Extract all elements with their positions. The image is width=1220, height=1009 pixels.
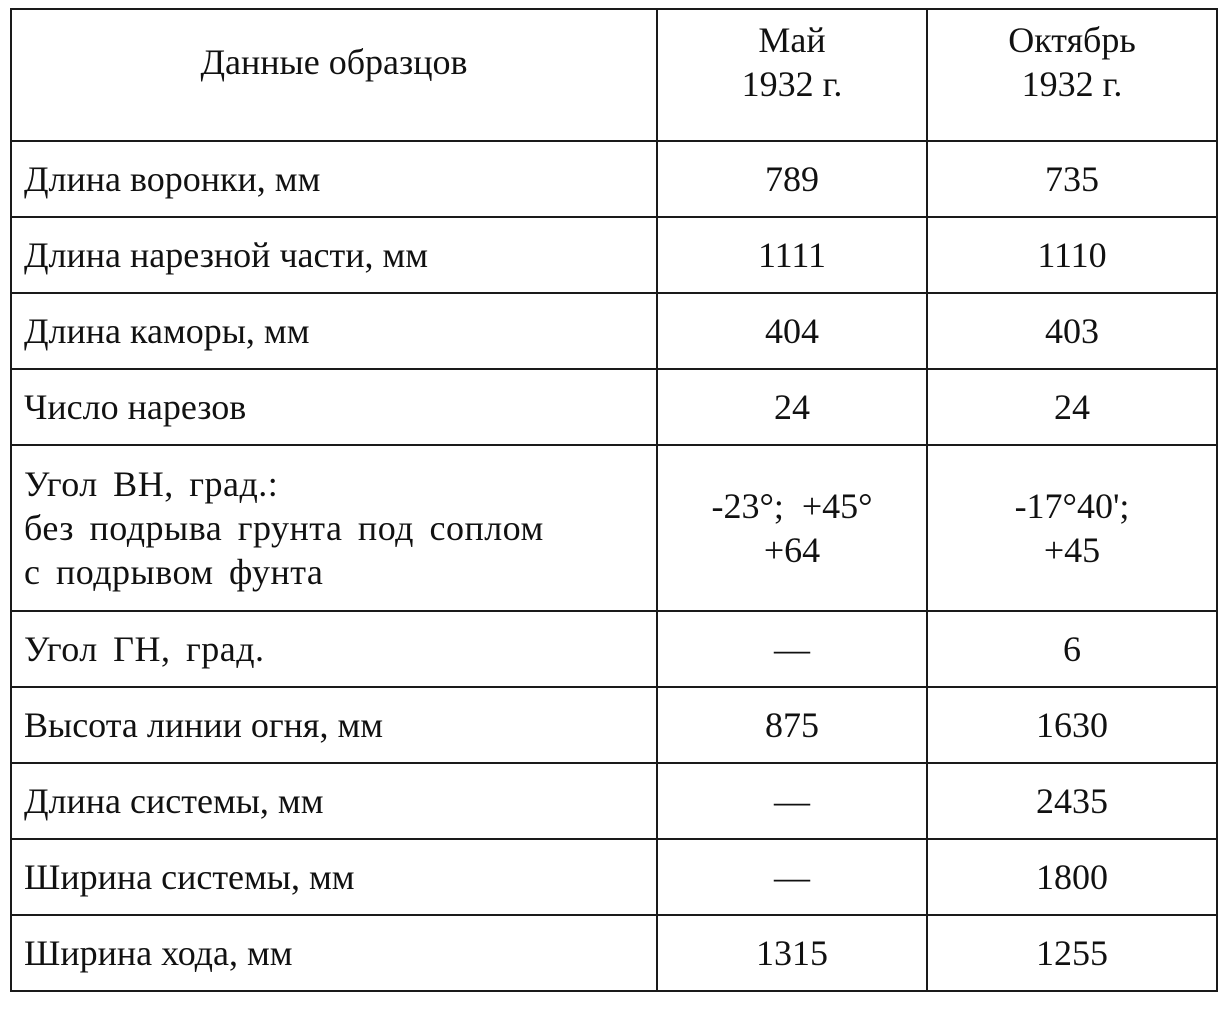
may-value-text: 1315	[756, 933, 828, 973]
param-cell	[11, 687, 657, 763]
oct-value	[927, 293, 1217, 369]
may-value-text: 789	[765, 159, 819, 199]
may-value-text: -23°; +45°	[711, 486, 873, 526]
param-label: Ширина хода, мм	[24, 933, 293, 973]
may-value	[657, 141, 927, 217]
oct-value-text: 1255	[1036, 933, 1108, 973]
may-value	[657, 839, 927, 915]
table-row	[11, 611, 1217, 687]
may-value	[657, 445, 927, 611]
oct-value-text: 735	[1045, 159, 1099, 199]
may-value-text: —	[774, 857, 810, 897]
may-value	[657, 915, 927, 991]
header-may	[657, 9, 927, 141]
header-oct-month: Октябрь	[1008, 20, 1136, 60]
oct-value	[927, 763, 1217, 839]
param-cell	[11, 763, 657, 839]
oct-value-text: -17°40';	[1014, 486, 1130, 526]
table-row	[11, 141, 1217, 217]
param-cell	[11, 369, 657, 445]
oct-value-text: 2435	[1036, 781, 1108, 821]
oct-value	[927, 915, 1217, 991]
param-label: Длина воронки, мм	[24, 159, 321, 199]
may-value	[657, 611, 927, 687]
param-label: Угол ВН, град.:	[24, 464, 279, 504]
may-value	[657, 217, 927, 293]
oct-value	[927, 141, 1217, 217]
oct-value	[927, 687, 1217, 763]
header-param	[11, 9, 657, 141]
may-value-text: 404	[765, 311, 819, 351]
oct-value-text: 6	[1063, 629, 1081, 669]
oct-value	[927, 611, 1217, 687]
may-value-text: —	[774, 781, 810, 821]
oct-value	[927, 445, 1217, 611]
may-value-text: —	[774, 629, 810, 669]
param-label: Высота линии огня, мм	[24, 705, 384, 745]
oct-value-text: 24	[1054, 387, 1090, 427]
param-label: с подрывом фунта	[24, 552, 324, 592]
may-value	[657, 687, 927, 763]
param-cell	[11, 217, 657, 293]
header-may-year: 1932 г.	[741, 64, 843, 104]
specifications-table	[10, 8, 1218, 992]
table-row	[11, 293, 1217, 369]
oct-value-text: 1800	[1036, 857, 1108, 897]
may-value	[657, 293, 927, 369]
table-row	[11, 217, 1217, 293]
param-label: Длина каморы, мм	[24, 311, 310, 351]
param-cell	[11, 141, 657, 217]
may-value-text: 875	[765, 705, 819, 745]
table-header-row	[11, 9, 1217, 141]
param-label: без подрыва грунта под соплом	[24, 508, 544, 548]
param-cell	[11, 839, 657, 915]
header-may-month: Май	[758, 20, 826, 60]
table-row	[11, 763, 1217, 839]
param-cell	[11, 293, 657, 369]
oct-value-text: 403	[1045, 311, 1099, 351]
header-param-label: Данные образцов	[200, 42, 468, 82]
param-label: Длина нарезной части, мм	[24, 235, 429, 275]
param-cell	[11, 445, 657, 611]
oct-value	[927, 217, 1217, 293]
param-label: Длина системы, мм	[24, 781, 324, 821]
param-label: Ширина системы, мм	[24, 857, 355, 897]
header-oct-year: 1932 г.	[1021, 64, 1123, 104]
table-row	[11, 369, 1217, 445]
oct-value	[927, 839, 1217, 915]
oct-value-text: 1110	[1037, 235, 1107, 275]
header-oct	[927, 9, 1217, 141]
oct-value-text: +45	[1043, 530, 1101, 570]
param-label: Число нарезов	[24, 387, 247, 427]
may-value	[657, 763, 927, 839]
may-value-text: 24	[774, 387, 810, 427]
table-row	[11, 445, 1217, 611]
may-value-text: 1111	[758, 235, 826, 275]
param-cell	[11, 611, 657, 687]
may-value	[657, 369, 927, 445]
param-cell	[11, 915, 657, 991]
oct-value-text: 1630	[1036, 705, 1108, 745]
table-row	[11, 687, 1217, 763]
param-label: Угол ГН, град.	[24, 629, 265, 669]
oct-value	[927, 369, 1217, 445]
may-value-text: +64	[763, 530, 821, 570]
table-row	[11, 839, 1217, 915]
table-row	[11, 915, 1217, 991]
